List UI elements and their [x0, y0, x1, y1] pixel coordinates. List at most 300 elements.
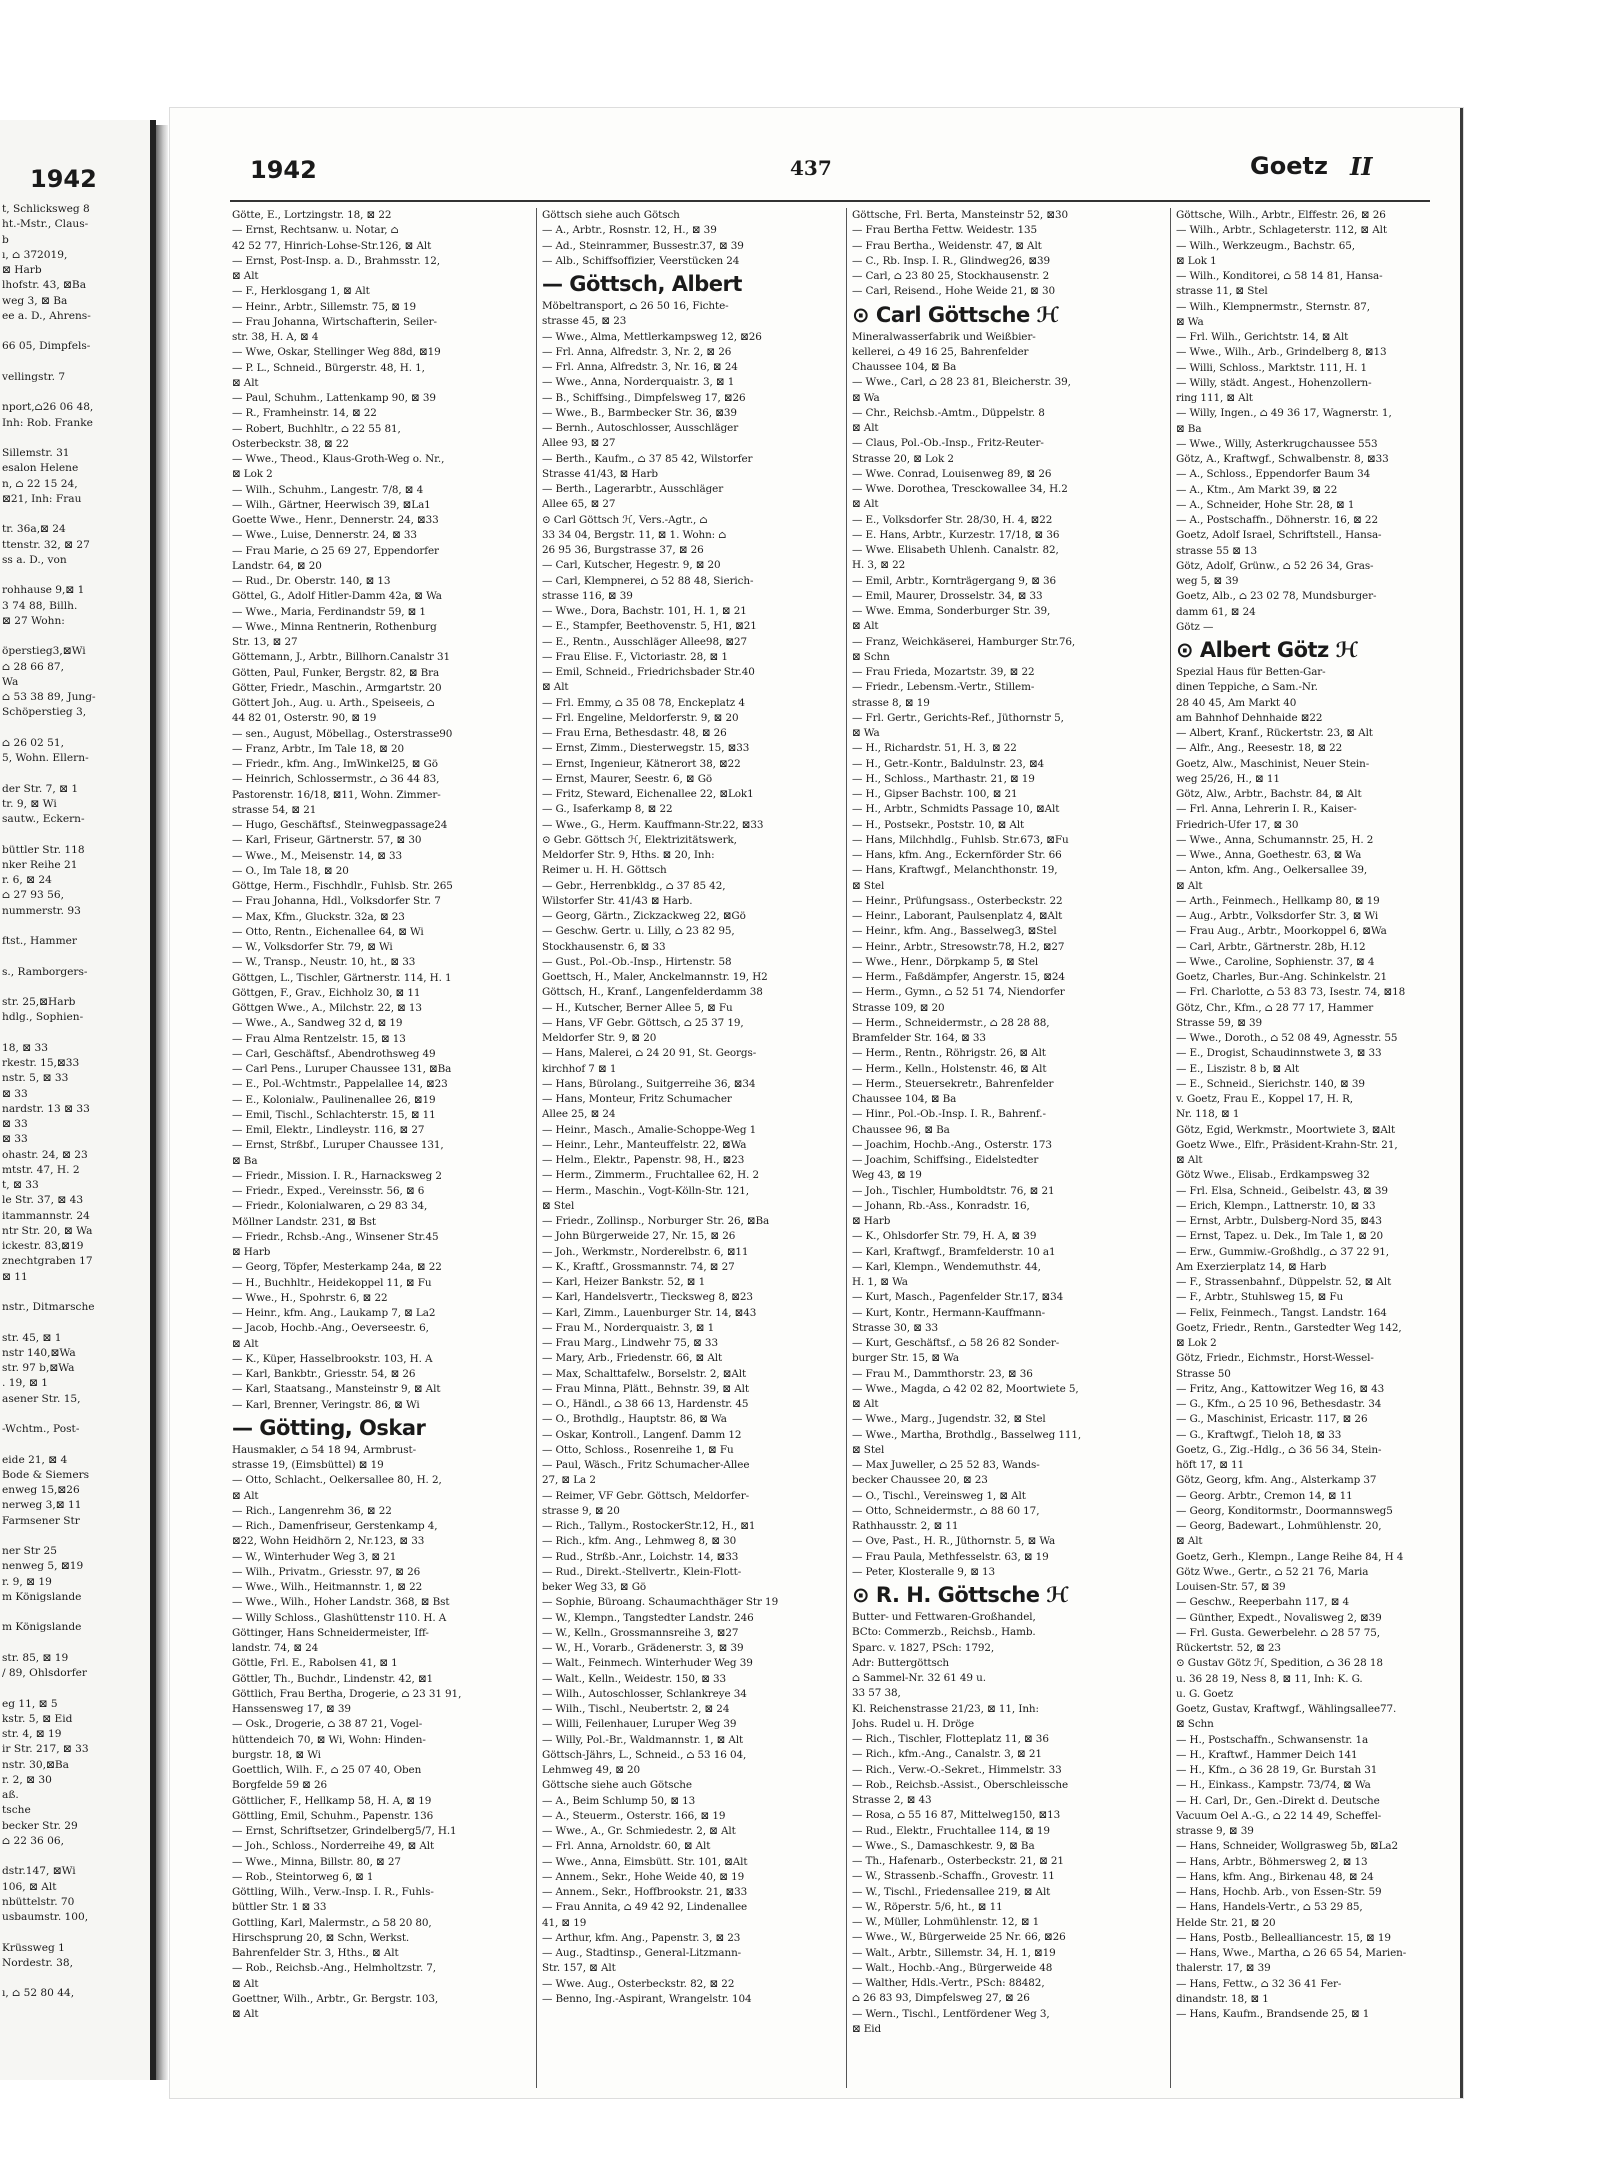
directory-entry: Goette Wwe., Henr., Dennerstr. 24, ⊠33: [232, 514, 439, 526]
facing-page-line: ir Str. 217, ⊠ 33: [2, 1743, 89, 1756]
directory-entry: — Rob., Reichsb.-Assist., Oberschleissche: [852, 1778, 1068, 1791]
directory-entry: Allee 93, ⊠ 27: [542, 437, 616, 450]
directory-entry: Kl. Reichenstrasse 21/23, ⊠ 11, Inh:: [852, 1702, 1039, 1715]
directory-entry: Göttsch, H., Kranf., Langenfelderdamm 38: [542, 986, 763, 999]
directory-entry: — Wilh., Konditorei, ⌂ 58 14 81, Hansa-: [1176, 270, 1383, 282]
directory-entry: — Max Juweller, ⌂ 25 52 83, Wands-: [852, 1459, 1040, 1471]
directory-entry: — Wilh., Gärtner, Heerwisch 39, ⊠La1: [232, 498, 431, 511]
facing-page-line: ⊠ 11: [2, 1270, 28, 1283]
directory-entry: — Wwe., Carl, ⌂ 28 23 81, Bleicherstr. 39,: [852, 376, 1071, 389]
facing-page-line: ⌂ 27 93 56,: [2, 889, 65, 902]
directory-entry: — Heinr., kfm. Ang., Laukamp 7, ⊠ La2: [232, 1307, 436, 1319]
facing-page-line: öperstieg3,⊠Wi: [2, 645, 86, 658]
facing-page-line: ⊠ 33: [2, 1133, 28, 1146]
directory-entry: ⊠ Alt: [542, 681, 569, 694]
directory-entry: — Kurt, Kontr., Hermann-Kauffmann-: [852, 1306, 1046, 1319]
directory-entry: — W., Volksdorfer Str. 79, ⊠ Wi: [232, 941, 393, 953]
directory-entry: — Ernst, Rechtsanw. u. Notar, ⌂: [232, 224, 399, 237]
directory-entry: — Heinr., Masch., Amalie-Schoppe-Weg 1: [542, 1123, 757, 1136]
directory-entry: — Frau Elise. F., Victoriastr. 28, ⊠ 1: [542, 650, 728, 663]
directory-entry: — Karl, Friseur, Gärtnerstr. 57, ⊠ 30: [232, 834, 422, 847]
directory-entry: — Rosa, ⌂ 55 16 87, Mittelweg150, ⊠13: [852, 1809, 1061, 1822]
directory-entry: — Kurt, Masch., Pagenfelder Str.17, ⊠34: [852, 1291, 1064, 1304]
facing-page-line: ı, ⌂ 372019,: [2, 248, 68, 261]
facing-page-line: Bode & Siemers: [2, 1468, 90, 1481]
directory-entry: — Otto, Rentn., Eichenallee 64, ⊠ Wi: [232, 925, 424, 938]
facing-page-line: nbüttelstr. 70: [2, 1895, 75, 1908]
facing-page-line: esalon Helene: [2, 462, 79, 475]
directory-entry: weg 5, ⊠ 39: [1176, 575, 1239, 587]
facing-page-line: ss a. D., von: [2, 553, 67, 566]
directory-entry: — Hans, Fettw., ⌂ 32 36 41 Fer-: [1176, 1977, 1342, 1990]
directory-entry: — Friedr., Exped., Vereinsstr. 56, ⊠ 6: [232, 1185, 425, 1197]
directory-entry: dinandstr. 18, ⊠ 1: [1176, 1992, 1269, 2005]
facing-page-line: nstr. 30,⊠Ba: [2, 1758, 69, 1771]
directory-entry: — H., Kfm., ⌂ 36 28 19, Gr. Burstah 31: [1176, 1764, 1378, 1776]
directory-entry: Götz, Alw., Arbtr., Bachstr. 84, ⊠ Alt: [1176, 788, 1362, 800]
directory-entry: Götz, Friedr., Eichmstr., Horst-Wessel-: [1176, 1352, 1374, 1365]
directory-entry: strasse 54, ⊠ 21: [232, 803, 317, 816]
directory-entry: — Aug., Stadtinsp., General-Litzmann-: [542, 1947, 742, 1959]
directory-entry: Göttemann, J., Arbtr., Billhorn.Canalstr 31: [232, 651, 450, 664]
directory-entry: 27, ⊠ La 2: [542, 1474, 596, 1487]
directory-entry: — Paul, Schuhm., Lattenkamp 90, ⊠ 39: [232, 392, 436, 404]
directory-entry: — Wilh., Privatm., Griesstr. 97, ⊠ 26: [232, 1565, 421, 1578]
facing-page-line: str. 4, ⊠ 19: [2, 1728, 62, 1740]
directory-entry: Göttgen Wwe., A., Milchstr. 22, ⊠ 13: [232, 1002, 422, 1014]
directory-entry: — Rich., Tallym., RostockerStr.12, H., ⊠1: [542, 1520, 756, 1532]
facing-page-year: 1942: [30, 165, 97, 193]
directory-entry: ⌂ Sammel-Nr. 32 61 49 u.: [852, 1672, 986, 1684]
facing-page-line: Krüssweg 1: [2, 1941, 65, 1954]
directory-entry: — Robert, Buchhltr., ⌂ 22 55 81,: [232, 422, 401, 435]
directory-entry: — Wwe., Anna, Schumannstr. 25, H. 2: [1176, 833, 1374, 846]
directory-entry: — E., Schneid., Sierichstr. 140, ⊠ 39: [1176, 1077, 1365, 1090]
directory-entry: — Ernst, Zimm., Diesterwegstr. 15, ⊠33: [542, 742, 750, 755]
directory-entry: — H., Richardstr. 51, H. 3, ⊠ 22: [852, 742, 1017, 755]
directory-entry: — Frau Aug., Arbtr., Moorkoppel 6, ⊠Wa: [1176, 925, 1387, 938]
directory-entry: — Emil, Arbtr., Kornträgergang 9, ⊠ 36: [852, 574, 1057, 587]
directory-entry: — B., Schiffsing., Dimpfelsweg 17, ⊠26: [542, 391, 746, 404]
directory-entry: Weg 43, ⊠ 19: [852, 1169, 922, 1182]
directory-entry: dinen Teppiche, ⌂ Sam.-Nr.: [1176, 681, 1318, 694]
directory-entry: — Wwe., Doroth., ⌂ 52 08 49, Agnesstr. 55: [1176, 1032, 1398, 1044]
directory-entry: ring 111, ⊠ Alt: [1176, 392, 1253, 404]
directory-entry: Nr. 118, ⊠ 1: [1176, 1108, 1240, 1121]
facing-page-line: t, ⊠ 33: [2, 1179, 39, 1191]
directory-entry: — Erw., Gummiw.-Großhdlg., ⌂ 37 22 91,: [1176, 1245, 1390, 1258]
directory-entry: Goetz, Adolf Israel, Schriftstell., Hansa-: [1176, 529, 1382, 542]
directory-entry: — E., Rentn., Ausschläger Allee98, ⊠27: [542, 635, 747, 648]
directory-column-4: [1176, 208, 1473, 2088]
directory-entry: strasse 11, ⊠ Stel: [1176, 285, 1268, 298]
directory-entry: Helde Str. 21, ⊠ 20: [1176, 1916, 1276, 1929]
directory-entry: — Carl, Geschäftsf., Abendrothsweg 49: [232, 1047, 436, 1060]
directory-entry: 26 95 36, Burgstrasse 37, ⊠ 26: [542, 544, 704, 556]
directory-entry: — Wwe., Anna, Norderquaistr. 3, ⊠ 1: [542, 376, 735, 389]
directory-entry: — Wwe., Alma, Mettlerkampsweg 12, ⊠26: [542, 330, 762, 343]
directory-entry: — Karl, Staatsang., Mansteinstr 9, ⊠ Alt: [232, 1383, 441, 1396]
directory-entry: — Friedr., Lebensm.-Vertr., Stillem-: [852, 681, 1035, 694]
directory-column-3: [852, 208, 1149, 2088]
facing-page-line: usbaumstr. 100,: [2, 1911, 89, 1923]
directory-entry: Allee 25, ⊠ 24: [542, 1108, 616, 1121]
directory-entry: strasse 55 ⊠ 13: [1176, 544, 1258, 557]
directory-entry: ⊙ Gebr. Göttsch ℋ, Elektrizitätswerk,: [542, 833, 737, 846]
directory-entry: u. 36 28 19, Ness 8, ⊠ 11, Inh: K. G.: [1176, 1672, 1363, 1685]
directory-entry: ⊠ Stel: [852, 879, 885, 892]
directory-entry: — Herm., Rentn., Röhrigstr. 26, ⊠ Alt: [852, 1047, 1046, 1060]
facing-page-line: enweg 15,⊠26: [2, 1484, 80, 1496]
directory-entry: — Joh., Schloss., Norderreihe 49, ⊠ Alt: [232, 1840, 435, 1853]
directory-entry: — Wwe., Anna, Goethestr. 63, ⊠ Wa: [1176, 849, 1362, 861]
facing-page-line: s., Ramborgers-: [2, 965, 88, 978]
directory-entry: Chaussee 104, ⊠ Ba: [852, 1093, 957, 1105]
directory-entry: — Hans, Kraftwgf., Melanchthonstr. 19,: [852, 864, 1058, 877]
directory-entry: strasse 8, ⊠ 19: [852, 696, 930, 709]
facing-page-line: Nordestr. 38,: [2, 1956, 73, 1969]
directory-entry: — Heinr., Laborant, Paulsenplatz 4, ⊠Alt: [852, 910, 1063, 922]
directory-entry: Göttsche, Wilh., Arbtr., Elffestr. 26, ⊠ 26: [1176, 209, 1386, 221]
directory-entry: — Willi, Feilenhauer, Luruper Weg 39: [542, 1718, 737, 1731]
directory-entry: — Willy Schloss., Glashüttenstr 110. H. A: [232, 1611, 447, 1624]
directory-entry: — Frl. Anna, Alfredstr. 3, Nr. 16, ⊠ 24: [542, 361, 738, 373]
directory-entry: Götz, Georg, kfm. Ang., Alsterkamp 37: [1176, 1474, 1377, 1487]
directory-entry: — Annem., Sekr., Hohe Weide 40, ⊠ 19: [542, 1870, 745, 1883]
directory-entry: — A., Schneider, Hohe Str. 28, ⊠ 1: [1176, 498, 1355, 511]
directory-entry: — H., Gipser Bachstr. 100, ⊠ 21: [852, 788, 1018, 800]
directory-entry: — Georg, Konditormstr., Doormannsweg5: [1176, 1504, 1393, 1517]
facing-page-line: [0, 431, 148, 446]
directory-entry: Götz Wwe., Gertr., ⌂ 52 21 76, Maria: [1176, 1565, 1369, 1578]
directory-entry: — Wwe. Emma, Sonderburger Str. 39,: [852, 605, 1051, 617]
directory-entry: — Joachim, Schiffsing., Eidelstedter: [852, 1154, 1039, 1166]
directory-entry: ⊠ Alt: [852, 422, 879, 434]
directory-entry: kellerei, ⌂ 49 16 25, Bahrenfelder: [852, 345, 1029, 358]
directory-entry: — Franz, Weichkäserei, Hamburger Str.76,: [852, 635, 1076, 648]
directory-entry: — Karl, Kraftwgf., Bramfelderstr. 10 a1: [852, 1245, 1056, 1258]
directory-entry: — Willy, städt. Angest., Hohenzollern-: [1176, 376, 1372, 389]
facing-page-line: tr. 36a,⊠ 24: [2, 523, 66, 536]
directory-entry: — Alb., Schiffsoffizier, Veerstücken 24: [542, 254, 740, 267]
directory-entry: — Heinr., Lehr., Manteuffelstr. 22, ⊠Wa: [542, 1138, 747, 1151]
directory-entry: — Hans, Wwe., Martha, ⌂ 26 65 54, Marien-: [1176, 1947, 1407, 1959]
directory-entry: — Georg, Töpfer, Mesterkamp 24a, ⊠ 22: [232, 1261, 442, 1274]
facing-page-line: [0, 1849, 148, 1864]
facing-page-line: r. 9, ⊠ 19: [2, 1575, 52, 1588]
directory-entry: Stockhausenstr. 6, ⊠ 33: [542, 940, 666, 953]
directory-entry: — Otto, Schlacht., Oelkersallee 80, H. 2,: [232, 1474, 442, 1487]
column-divider: [536, 208, 537, 2088]
directory-entry: — Wilh., Schuhm., Langestr. 7/8, ⊠ 4: [232, 483, 424, 496]
directory-entry: burger Str. 15, ⊠ Wa: [852, 1352, 959, 1365]
directory-entry: — Max, Kfm., Gluckstr. 32a, ⊠ 23: [232, 910, 405, 923]
directory-entry: str. 38, H. A, ⊠ 4: [232, 331, 319, 343]
directory-entry: — Karl, Brenner, Veringstr. 86, ⊠ Wi: [232, 1398, 420, 1411]
directory-entry: Meldorfer Str. 9, ⊠ 20: [542, 1032, 657, 1044]
directory-entry: Strasse 59, ⊠ 39: [1176, 1016, 1263, 1029]
facing-page-line: str. 85, ⊠ 19: [2, 1651, 69, 1664]
directory-entry: Borgfelde 59 ⊠ 26: [232, 1779, 327, 1792]
directory-entry: — Frau Erna, Bethesdastr. 48, ⊠ 26: [542, 727, 727, 739]
directory-entry: — Emil, Tischl., Schlachterstr. 15, ⊠ 11: [232, 1108, 436, 1121]
facing-page-line: [0, 568, 148, 583]
directory-entry: — Hans, Handels-Vertr., ⌂ 53 29 85,: [1176, 1901, 1363, 1914]
header-year: 1942: [250, 156, 317, 184]
directory-entry: Göttinger, Hans Schneidermeister, Iff-: [232, 1626, 429, 1639]
directory-entry: — Willy, Pol.-Br., Waldmannstr. 1, ⊠ Alt: [542, 1733, 744, 1746]
directory-entry: 41, ⊠ 19: [542, 1916, 587, 1929]
directory-entry: Götz, A., Kraftwgf., Schwalbenstr. 8, ⊠33: [1176, 453, 1389, 465]
directory-entry: — Paul, Wäsch., Fritz Schumacher-Allee: [542, 1459, 750, 1471]
directory-entry: — Frau Bertha Fettw. Weidestr. 135: [852, 224, 1038, 237]
facing-page-line: büttler Str. 118: [2, 843, 85, 856]
directory-entry: — Friedr., Mission. I. R., Harnacksweg 2: [232, 1169, 442, 1182]
directory-entry: — W., Strassenb.-Schaffn., Grovestr. 11: [852, 1870, 1055, 1883]
facing-page-line: dstr.147, ⊠Wi: [2, 1865, 76, 1878]
directory-entry: burgstr. 18, ⊠ Wi: [232, 1748, 321, 1761]
facing-page-line: m Königslande: [2, 1621, 82, 1634]
directory-entry: Göttler, Th., Buchdr., Lindenstr. 42, ⊠1: [232, 1672, 434, 1685]
directory-entry: — Ernst, Post-Insp. a. D., Brahmsstr. 12,: [232, 254, 440, 267]
directory-entry: — Frau Frieda, Mozartstr. 39, ⊠ 22: [852, 666, 1035, 678]
directory-entry: — Frau Marg., Lindwehr 75, ⊠ 33: [542, 1337, 718, 1349]
directory-entry: — Arth., Feinmech., Hellkamp 80, ⊠ 19: [1176, 894, 1380, 907]
directory-entry: am Bahnhof Dehnhaide ⊠22: [1176, 711, 1323, 724]
directory-entry: ⊠ Wa: [1176, 315, 1204, 328]
directory-entry: ⊠ Alt: [232, 1977, 259, 1990]
facing-page-line: ⊠21, Inh: Frau: [2, 492, 82, 505]
directory-entry: — Rob., Steintorweg 6, ⊠ 1: [232, 1870, 374, 1883]
directory-entry: ⊠ Harb: [852, 1215, 891, 1227]
facing-page-line: becker Str. 29: [2, 1819, 78, 1832]
directory-entry: — Rich., Tischler, Flotteplatz 11, ⊠ 36: [852, 1733, 1049, 1745]
directory-entry: — Wwe., G., Herm. Kauffmann-Str.22, ⊠33: [542, 818, 764, 831]
directory-page: [170, 108, 1463, 2098]
directory-entry: — Willi, Schloss., Marktstr. 111, H. 1: [1176, 361, 1367, 374]
directory-entry: Goettsch, H., Maler, Anckelmannstr. 19, H2: [542, 971, 768, 983]
directory-entry: landstr. 74, ⊠ 24: [232, 1642, 319, 1654]
directory-entry: Goettner, Wilh., Arbtr., Gr. Bergstr. 103,: [232, 1992, 439, 2005]
directory-entry: — Frau Bertha., Weidenstr. 47, ⊠ Alt: [852, 239, 1042, 252]
directory-entry: — Walt., Feinmech. Winterhuder Weg 39: [542, 1657, 753, 1670]
facing-page-lines: [0, 202, 148, 2002]
directory-entry: 28 40 45, Am Markt 40: [1176, 696, 1297, 709]
directory-entry: — Joh., Tischler, Humboldtstr. 76, ⊠ 21: [852, 1184, 1055, 1197]
facing-page-line: [0, 507, 148, 522]
directory-entry: — H., Postsekr., Poststr. 10, ⊠ Alt: [852, 818, 1025, 831]
directory-entry: — A., Steuerm., Osterstr. 166, ⊠ 19: [542, 1809, 726, 1822]
directory-entry: — W., Klempn., Tangstedter Landstr. 246: [542, 1611, 754, 1624]
directory-entry: — Reimer, VF Gebr. Göttsch, Meldorfer-: [542, 1489, 749, 1502]
directory-entry: strasse 19, (Eimsbüttel) ⊠ 19: [232, 1459, 384, 1471]
directory-entry: — Walt., Kelln., Weidestr. 150, ⊠ 33: [542, 1672, 727, 1685]
directory-entry: Goettlich, Wilh. F., ⌂ 25 07 40, Oben: [232, 1764, 422, 1776]
directory-entry: beker Weg 33, ⊠ Gö: [542, 1581, 647, 1593]
directory-entry: Louisen-Str. 57, ⊠ 39: [1176, 1581, 1286, 1593]
facing-page-line: [0, 766, 148, 781]
directory-entry: — Wwe. Elisabeth Uhlenh. Canalstr. 82,: [852, 544, 1059, 556]
directory-entry: — Wwe., A., Sandweg 32 d, ⊠ 19: [232, 1017, 403, 1030]
directory-entry: ⊙ Carl Göttsch ℋ, Vers.-Agtr., ⌂: [542, 513, 708, 526]
directory-entry: — E., Pol.-Wchtmstr., Pappelallee 14, ⊠23: [232, 1078, 448, 1091]
directory-entry: — Hans, Kaufm., Brandsende 25, ⊠ 1: [1176, 2008, 1370, 2020]
facing-page-line: nstr. 5, ⊠ 33: [2, 1072, 69, 1085]
facing-page-line: nardstr. 13 ⊠ 33: [2, 1102, 90, 1115]
directory-entry: strasse 45, ⊠ 23: [542, 315, 627, 328]
directory-entry: — Heinr., kfm. Ang., Basselweg3, ⊠Stel: [852, 925, 1057, 938]
directory-entry: Göttling, Emil, Schuhm., Papenstr. 136: [232, 1809, 434, 1822]
directory-entry: ⊠ Alt: [232, 1337, 259, 1350]
directory-entry: — W., Tischl., Friedensallee 219, ⊠ Alt: [852, 1885, 1051, 1898]
facing-page-line: [0, 1407, 148, 1422]
directory-heading-entry: ⊙ Albert Götz ℋ: [1176, 638, 1358, 662]
facing-page-line: aß.: [2, 1789, 19, 1801]
directory-entry: weg 25/26, H., ⊠ 11: [1176, 772, 1280, 785]
directory-entry: Göttge, Herm., Fischhdlr., Fuhlsb. Str. 265: [232, 880, 453, 892]
directory-entry: — Frau Paula, Methfesselstr. 63, ⊠ 19: [852, 1550, 1049, 1563]
directory-entry: Friedrich-Ufer 17, ⊠ 30: [1176, 818, 1299, 831]
directory-entry: — P. L., Schneid., Bürgerstr. 48, H. 1,: [232, 361, 425, 374]
directory-entry: — Alfr., Ang., Reesestr. 18, ⊠ 22: [1176, 742, 1343, 755]
directory-entry: Hirschsprung 20, ⊠ Schn, Werkst.: [232, 1931, 410, 1944]
directory-entry: — Friedr., Rchsb.-Ang., Winsener Str.45: [232, 1230, 439, 1243]
directory-entry: — Wwe., Wilh., Heitmannstr. 1, ⊠ 22: [232, 1581, 423, 1593]
directory-entry: Goetz, Gustav, Kraftwgf., Wählingsallee77.: [1176, 1703, 1397, 1715]
directory-entry: Göttsche, Frl. Berta, Mansteinstr 52, ⊠30: [852, 209, 1068, 221]
header-rule: [230, 200, 1430, 202]
directory-entry: — Ove, Past., H. R., Jüthornstr. 5, ⊠ Wa: [852, 1535, 1056, 1548]
facing-page-line: Sillemstr. 31: [2, 447, 70, 459]
directory-entry: — A., Arbtr., Rosnstr. 12, H., ⊠ 39: [542, 224, 717, 237]
facing-page-line: ntr Str. 20, ⊠ Wa: [2, 1224, 93, 1237]
directory-entry: — Helm., Elektr., Papenstr. 98, H., ⊠23: [542, 1154, 745, 1166]
directory-entry: ⊙ Gustav Götz ℋ, Spedition, ⌂ 36 28 18: [1176, 1657, 1383, 1670]
directory-entry: Allee 65, ⊠ 27: [542, 498, 616, 511]
directory-entry: — Heinrich, Schlossermstr., ⌂ 36 44 83,: [232, 773, 440, 786]
facing-page-line: ⌂ 28 66 87,: [2, 660, 65, 673]
directory-entry: — Wwe., Theod., Klaus-Groth-Weg o. Nr.,: [232, 453, 445, 465]
directory-entry: damm 61, ⊠ 24: [1176, 605, 1256, 618]
facing-page-line: eg 11, ⊠ 5: [2, 1697, 58, 1710]
directory-entry: — Ernst, Tapez. u. Dek., Im Tale 1, ⊠ 20: [1176, 1230, 1384, 1243]
facing-page-line: Schöperstieg 3,: [2, 706, 87, 719]
facing-page-line: Farmsener Str: [2, 1514, 80, 1527]
directory-entry: ⊠ Harb: [232, 1246, 271, 1258]
directory-entry: ⊠ Schn: [1176, 1718, 1214, 1731]
directory-entry: — Wwe., Magda, ⌂ 42 02 82, Moortwiete 5,: [852, 1382, 1079, 1395]
facing-page-line: r. 2, ⊠ 30: [2, 1773, 52, 1786]
directory-entry: — Friedr., Kolonialwaren, ⌂ 29 83 34,: [232, 1200, 428, 1213]
directory-entry: — F., Strassenbahnf., Düppelstr. 52, ⊠ Alt: [1176, 1276, 1392, 1288]
directory-entry: — Frl. Anna, Alfredstr. 3, Nr. 2, ⊠ 26: [542, 345, 732, 358]
directory-entry: — Max, Schalttafelw., Borselstr. 2, ⊠Alt: [542, 1367, 747, 1380]
directory-entry: Strasse 50: [1176, 1367, 1231, 1380]
directory-entry: — Hans, VF Gebr. Göttsch, ⌂ 25 37 19,: [542, 1016, 744, 1029]
directory-entry: — A., Postschaffn., Döhnerstr. 16, ⊠ 22: [1176, 514, 1378, 526]
facing-page-line: nenweg 5, ⊠19: [2, 1560, 84, 1573]
facing-page-line: eide 21, ⊠ 4: [2, 1453, 68, 1466]
facing-page-line: [0, 721, 148, 736]
directory-entry: — Wwe., Minna, Billstr. 80, ⊠ 27: [232, 1855, 401, 1868]
directory-entry: büttler Str. 1 ⊠ 33: [232, 1901, 327, 1914]
directory-entry: Reimer u. H. H. Göttsch: [542, 864, 667, 877]
directory-entry: — Carl, Kutscher, Hegestr. 9, ⊠ 20: [542, 559, 721, 572]
facing-page-line: ftst., Hammer: [2, 935, 77, 947]
directory-entry: Götz, Adolf, Grünw., ⌂ 52 26 34, Gras-: [1176, 559, 1374, 572]
directory-entry: — Wwe., Henr., Dörpkamp 5, ⊠ Stel: [852, 955, 1039, 968]
directory-entry: — Fritz, Ang., Kattowitzer Weg 16, ⊠ 43: [1176, 1382, 1385, 1395]
directory-entry: — Wilh., Autoschlosser, Schlankreye 34: [542, 1687, 747, 1700]
directory-entry: — Hans, Milchhdlg., Fuhlsb. Str.673, ⊠Fu: [852, 833, 1069, 846]
directory-entry: — G., Isaferkamp 8, ⊠ 22: [542, 803, 673, 816]
directory-entry: ⊠ Alt: [1176, 1154, 1203, 1166]
directory-entry: — Wilh., Werkzeugm., Bachstr. 65,: [1176, 239, 1355, 252]
directory-entry: — Johann, Rb.-Ass., Konradstr. 16,: [852, 1199, 1030, 1212]
facing-page-line: [0, 980, 148, 995]
directory-entry: — Wwe., Caroline, Sophienstr. 37, ⊠ 4: [1176, 955, 1375, 968]
directory-heading-entry: — Götting, Oskar: [232, 1415, 426, 1440]
directory-entry: — Hans, Bürolang., Suitgerreihe 36, ⊠34: [542, 1077, 756, 1090]
directory-entry: ⊠ Stel: [542, 1199, 575, 1212]
page-header: [170, 148, 1460, 188]
directory-entry: — Hans, Malerei, ⌂ 24 20 91, St. Georgs-: [542, 1047, 757, 1060]
directory-entry: — Willy, Ingen., ⌂ 49 36 17, Wagnerstr. 1,: [1176, 407, 1392, 420]
directory-entry: — Rob., Reichsb.-Ang., Helmholtzstr. 7,: [232, 1962, 436, 1975]
facing-page-line: str. 45, ⊠ 1: [2, 1331, 62, 1344]
directory-entry: — H., Einkass., Kampstr. 73/74, ⊠ Wa: [1176, 1779, 1371, 1792]
directory-entry: — W., Müller, Lohmühlenstr. 12, ⊠ 1: [852, 1916, 1040, 1928]
directory-entry: — H. Carl, Dr., Gen.-Direkt d. Deutsche: [1176, 1794, 1380, 1807]
directory-entry: — Wwe., H., Spohrstr. 6, ⊠ 22: [232, 1291, 388, 1304]
facing-page-line: ⊠ 33: [2, 1118, 28, 1130]
directory-entry: — Mary, Arb., Friedenstr. 66, ⊠ Alt: [542, 1352, 723, 1365]
facing-page-line: nker Reihe 21: [2, 858, 78, 871]
facing-page-line: hdlg., Sophien-: [2, 1011, 84, 1024]
directory-entry: — Claus, Pol.-Ob.-Insp., Fritz-Reuter-: [852, 437, 1044, 450]
page-number: 437: [790, 156, 832, 180]
directory-entry: — H., Buchhltr., Heidekoppel 11, ⊠ Fu: [232, 1276, 432, 1289]
facing-page-line: [0, 1529, 148, 1544]
directory-entry: u. G. Goetz: [1176, 1687, 1234, 1700]
directory-entry: — Wwe. Conrad, Louisenweg 89, ⊠ 26: [852, 467, 1052, 480]
directory-entry: Bramfelder Str. 164, ⊠ 33: [852, 1032, 986, 1044]
directory-entry: — Kurt, Geschäftsf., ⌂ 58 26 82 Sonder-: [852, 1337, 1060, 1349]
directory-entry: — Wwe., Wilh., Hoher Landstr. 368, ⊠ Bst: [232, 1596, 450, 1609]
directory-entry: — H., Postschaffn., Schwansenstr. 1a: [1176, 1733, 1369, 1746]
directory-entry: — Geschw., Reeperbahn 117, ⊠ 4: [1176, 1596, 1350, 1609]
directory-entry: — E., Kolonialw., Paulinenallee 26, ⊠19: [232, 1093, 436, 1106]
directory-entry: — Herm., Zimmerm., Fruchtallee 62, H. 2: [542, 1169, 759, 1182]
directory-entry: — G., Kfm., ⌂ 25 10 96, Bethesdastr. 34: [1176, 1398, 1382, 1410]
directory-entry: — O., Im Tale 18, ⊠ 20: [232, 864, 349, 877]
directory-entry: — F., Arbtr., Stuhlsweg 15, ⊠ Fu: [1176, 1291, 1344, 1304]
directory-entry: — Günther, Expedt., Novalisweg 2, ⊠39: [1176, 1611, 1382, 1624]
directory-entry: — Wwe., Anna, Eimsbütt. Str. 101, ⊠Alt: [542, 1855, 748, 1868]
running-head-part: II: [1350, 152, 1373, 181]
directory-entry: Mineralwasserfabrik und Weißbier-: [852, 330, 1036, 343]
book-gutter: [156, 125, 168, 2080]
directory-entry: ⊠ Wa: [852, 391, 880, 404]
directory-entry: — O., Brothdlg., Hauptstr. 86, ⊠ Wa: [542, 1413, 727, 1426]
facing-page-line: [0, 1681, 148, 1696]
directory-entry: — C., Rb. Insp. I. R., Glindweg26, ⊠39: [852, 254, 1051, 267]
directory-entry: — Frau Minna, Plätt., Behnstr. 39, ⊠ Alt: [542, 1382, 749, 1395]
directory-entry: ⊠ Alt: [852, 620, 879, 633]
directory-entry: — Herm., Faßdämpfer, Angerstr. 15, ⊠24: [852, 971, 1065, 983]
directory-entry: — Wwe., M., Meisenstr. 14, ⊠ 33: [232, 849, 403, 862]
directory-heading-entry: — Göttsch, Albert: [542, 272, 742, 296]
